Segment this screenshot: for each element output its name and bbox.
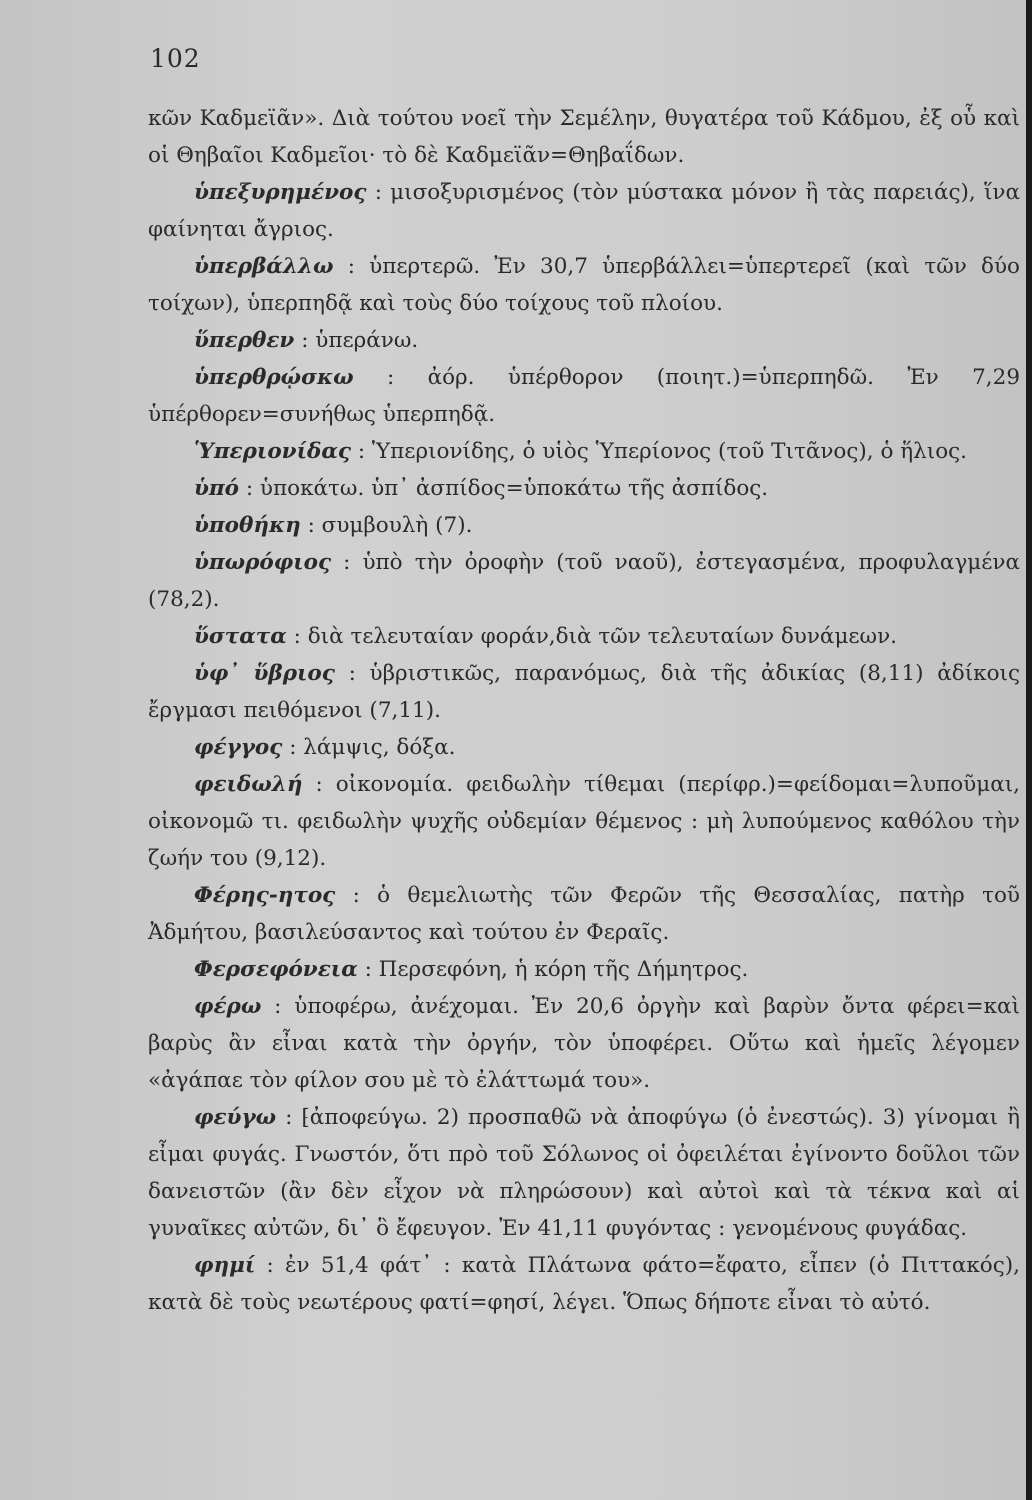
headword: ὑποθήκη	[194, 513, 301, 538]
entry-text: : ἐν 51,4 φάτ᾽ : κατὰ Πλάτωνα φάτο=ἔφατο, εἶπεν (ὁ Πιττακός), κατὰ δὲ τοὺς νεωτέρους φατί=φησί, λέγει. Ὅπως δήποτε εἶναι τὸ αὐτό.	[148, 1253, 1020, 1315]
glossary-entry	[148, 359, 1020, 433]
entry-text: : ὑβριστικῶς, παρανόμως, διὰ τῆς ἀδικίας (8,11) ἀδίκοις ἔργμασι πειθόμενοι (7,11).	[148, 661, 1020, 723]
entry-text: : Περσεφόνη, ἡ κόρη τῆς Δήμητρος.	[364, 957, 749, 982]
entry-text: : ⁅ἀποφεύγω. 2) προσπαθῶ νὰ ἀποφύγω (ὁ ἐνεστώς). 3) γίνομαι ἢ εἶμαι φυγάς. Γνωστόν, ὅτι πρὸ τοῦ Σόλωνος οἱ ὀφειλέται ἐγίνοντο δοῦλοι τῶν δανειστῶν (ἂν δὲν εἶχον νὰ πληρώσουν) καὶ αὐτοὶ καὶ τὰ τέκνα καὶ αἱ γυναῖκες αὐτῶν, δι᾽ ὃ ἔφευγον. Ἐν 41,11 φυγόντας : γενομένους φυγάδας.	[148, 1105, 1020, 1241]
entry-text: : ἀόρ. ὑπέρθορον (ποιητ.)=ὑπερπηδῶ. Ἐν 7,29 ὑπέρθορεν=συνήθως ὑπερπηδᾷ.	[148, 365, 1020, 427]
glossary-entry	[148, 470, 1020, 507]
glossary-entry	[148, 174, 1020, 248]
glossary-entry	[148, 507, 1020, 544]
glossary-entry	[148, 433, 1020, 470]
glossary-entry	[148, 951, 1020, 988]
glossary-entry	[148, 988, 1020, 1099]
headword: ὑφ᾽ ὕβριος	[194, 661, 335, 686]
headword: Φέρης-ητος	[194, 883, 336, 908]
entry-text: : ὑπεράνω.	[301, 328, 419, 353]
headword: ὕστατα	[194, 624, 287, 649]
page-edge	[1026, 0, 1032, 1500]
headword: ὕπερθεν	[194, 328, 295, 353]
entry-text: : οἰκονομία. φειδωλὴν τίθεμαι (περίφρ.)=φείδομαι=λυποῦμαι, οἰκονομῶ τι. φειδωλὴν ψυχῆς οὐδεμίαν θέμενος : μὴ λυπούμενος καθόλου τὴν ζωήν του (9,12).	[148, 772, 1020, 871]
glossary-entry	[148, 766, 1020, 877]
entry-text: : ὑποκάτω. ὑπ᾽ ἀσπίδος=ὑποκάτω τῆς ἀσπίδος.	[245, 476, 769, 501]
entry-text: : λάμψις, δόξα.	[289, 735, 456, 760]
entry-text: : Ὑπεριονίδης, ὁ υἱὸς Ὑπερίονος (τοῦ Τιτᾶνος), ὁ ἥλιος.	[357, 439, 968, 464]
glossary-entry	[148, 877, 1020, 951]
glossary-entry	[148, 618, 1020, 655]
entry-text: : συμβουλὴ (7).	[307, 513, 473, 538]
headword: ὑπερβάλλω	[194, 254, 334, 279]
glossary-entries	[148, 100, 1020, 1321]
headword: φημί	[194, 1253, 256, 1278]
entry-text: : ὑποφέρω, ἀνέχομαι. Ἐν 20,6 ὀργὴν καὶ βαρὺν ὄντα φέρει=καὶ βαρὺς ἂν εἶναι κατὰ τὴν ὀργήν, τὸν ὑποφέρει. Οὕτω καὶ ἡμεῖς λέγομεν «ἀγάπαε τὸν φίλον σου μὲ τὸ ἐλάττωμά του».	[148, 994, 1020, 1093]
headword: ὑπωρόφιος	[194, 550, 332, 575]
glossary-entry	[148, 544, 1020, 618]
headword: φέγγος	[194, 735, 283, 760]
headword: φέρω	[194, 994, 262, 1019]
headword: ὑπεξυρημένος	[194, 180, 367, 205]
headword: Φερσεφόνεια	[194, 957, 358, 982]
glossary-entry	[148, 1247, 1020, 1321]
entry-text: κῶν Καδμεϊᾶν». Διὰ τούτου νοεῖ τὴν Σεμέλην, θυγατέρα τοῦ Κάδμου, ἐξ οὗ καὶ οἱ Θηβαῖοι Καδμεῖοι· τὸ δὲ Καδμεϊᾶν=Θηβαΐδων.	[148, 106, 1020, 168]
glossary-entry	[148, 248, 1020, 322]
glossary-entry	[148, 729, 1020, 766]
headword: φειδωλή	[194, 772, 303, 797]
headword: ὑπό	[194, 476, 239, 501]
entry-text: : ὁ θεμελιωτὴς τῶν Φερῶν τῆς Θεσσαλίας, πατὴρ τοῦ Ἀδμήτου, βασιλεύσαντος καὶ τούτου ἐν Φεραῖς.	[148, 883, 1020, 945]
glossary-entry	[148, 1099, 1020, 1247]
headword: ὑπερθρῴσκω	[194, 365, 354, 390]
entry-text: : ὑπὸ τὴν ὀροφὴν (τοῦ ναοῦ), ἐστεγασμένα, προφυλαγμένα (78,2).	[148, 550, 1020, 612]
entry-text: : ὑπερτερῶ. Ἐν 30,7 ὑπερβάλλει=ὑπερτερεῖ (καὶ τῶν δύο τοίχων), ὑπερπηδᾷ καὶ τοὺς δύο τοίχους τοῦ πλοίου.	[148, 254, 1021, 316]
glossary-entry	[148, 655, 1020, 729]
entry-text: : διὰ τελευταίαν φοράν,διὰ τῶν τελευταίων δυνάμεων.	[293, 624, 897, 649]
page-number: 102	[150, 44, 201, 73]
headword: φεύγω	[194, 1105, 277, 1130]
entry-text: : μισοξυρισμένος (τὸν μύστακα μόνον ἢ τὰς παρειάς), ἵνα φαίνηται ἄγριος.	[148, 180, 1020, 242]
headword: Ὑπεριονίδας	[194, 439, 351, 464]
glossary-entry	[148, 322, 1020, 359]
glossary-entry	[148, 100, 1020, 174]
